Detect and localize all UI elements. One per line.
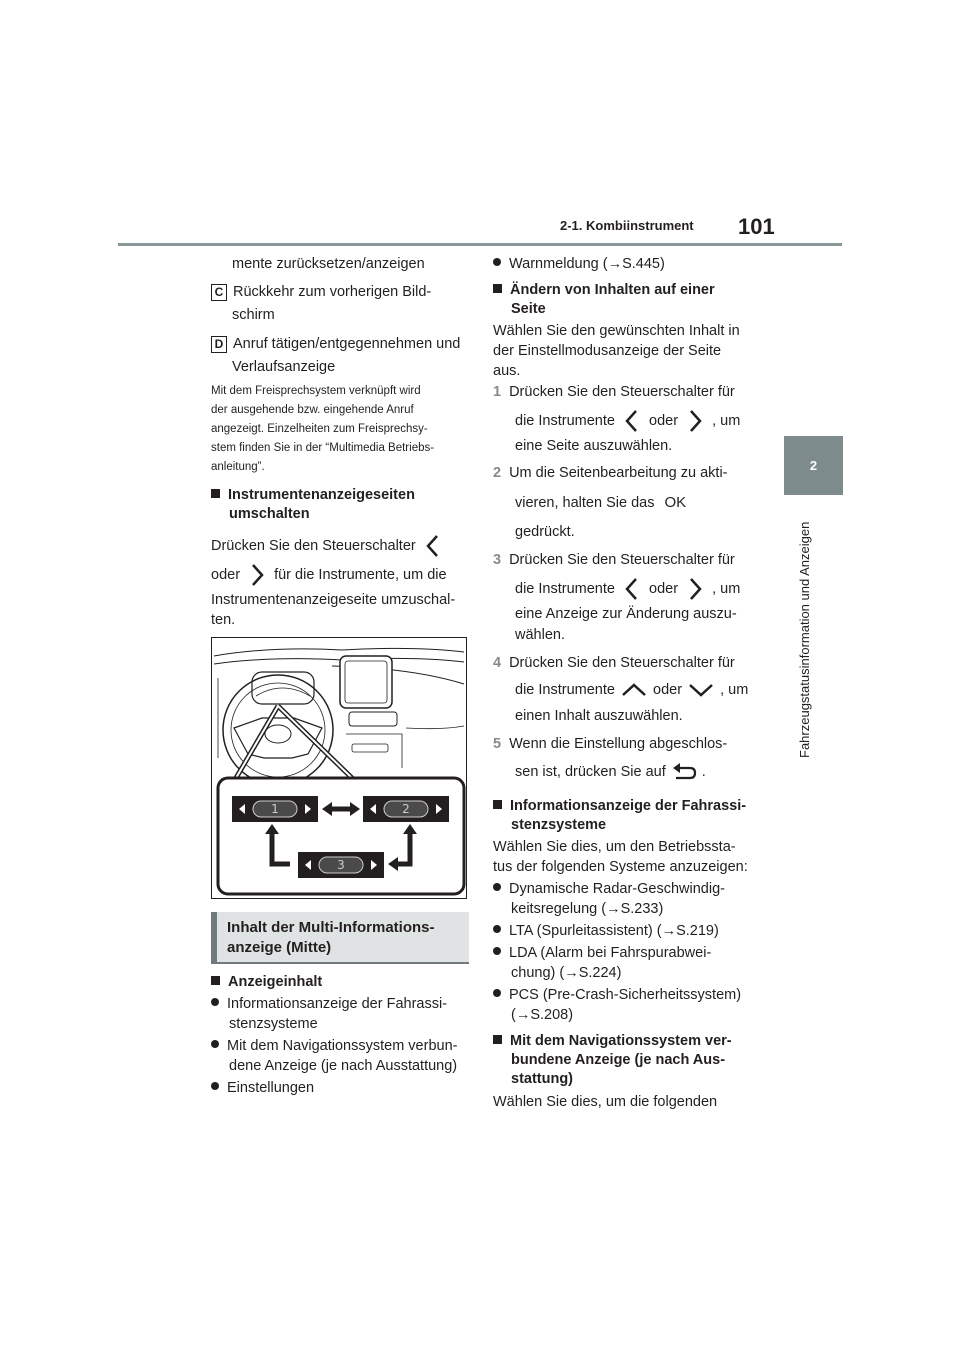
bullet-text-cont: dene Anzeige (je nach Ausstattung) bbox=[229, 1058, 458, 1074]
heading-switch-pages bbox=[211, 485, 415, 505]
bullet-dot-icon bbox=[211, 998, 219, 1006]
step-3-line2 bbox=[515, 576, 740, 602]
step-text: Drücken Sie den Steuerschalter für bbox=[509, 655, 735, 671]
bullet-text-cont: stenzsysteme bbox=[229, 1016, 318, 1032]
bullet-dot-icon bbox=[211, 1082, 219, 1090]
bullet-dot-icon bbox=[493, 947, 501, 955]
heading-line2: bundene Anzeige (je nach Aus- bbox=[511, 1052, 726, 1068]
chevron-down-icon bbox=[686, 680, 716, 700]
step-text: oder bbox=[649, 580, 679, 597]
heading-line2: Seite bbox=[511, 301, 546, 317]
para-line: ten. bbox=[211, 612, 236, 628]
step-text: Drücken Sie den Steuerschalter für bbox=[509, 384, 735, 400]
para-line bbox=[211, 533, 446, 559]
page-number: 101 bbox=[738, 214, 775, 239]
bullet-text: Warnmeldung (→S.445) bbox=[509, 256, 665, 272]
step-text: oder bbox=[649, 412, 679, 429]
section-box-heading bbox=[211, 912, 469, 964]
chevron-right-icon bbox=[682, 576, 708, 602]
bullet-text-cont: chung) (→S.224) bbox=[511, 965, 622, 981]
letter-c-badge: C bbox=[211, 284, 227, 301]
square-bullet-icon bbox=[493, 800, 502, 809]
step-2-line3: gedrückt. bbox=[515, 524, 575, 540]
bullet-item bbox=[493, 985, 741, 1005]
bullet-text: LDA (Alarm bei Fahrspurabwei- bbox=[509, 945, 712, 961]
step-number: 5 bbox=[493, 736, 502, 752]
step-number: 2 bbox=[493, 465, 502, 481]
step-text: , um bbox=[712, 412, 741, 429]
bullet-dot-icon bbox=[211, 1040, 219, 1048]
heading-line1: Informationsanzeige der Fahrassi- bbox=[510, 798, 747, 814]
para-line: der Einstellmodusanzeige der Seite bbox=[493, 343, 722, 359]
bullet-item bbox=[211, 1078, 314, 1098]
item-d-line1: Anruf tätigen/entgegennehmen und bbox=[233, 336, 461, 352]
step-text: , um bbox=[712, 580, 741, 597]
item-d-line2: Verlaufsanzeige bbox=[232, 359, 336, 375]
step-4-line2 bbox=[515, 680, 748, 700]
bullet-item bbox=[493, 254, 665, 274]
box-line2: anzeige (Mitte) bbox=[227, 939, 332, 956]
dashboard-figure bbox=[211, 637, 467, 899]
para-text: für die Instrumente, um die bbox=[274, 566, 447, 583]
step-5 bbox=[493, 734, 727, 754]
note-line: angezeigt. Einzelheiten zum Freisprechsy- bbox=[211, 423, 428, 435]
square-bullet-icon bbox=[211, 489, 220, 498]
step-number: 1 bbox=[493, 384, 502, 400]
chevron-up-icon bbox=[619, 680, 649, 700]
para-line: Wählen Sie dies, um den Betriebssta- bbox=[493, 839, 736, 855]
item-d bbox=[211, 334, 460, 354]
step-text: Um die Seitenbearbeitung zu akti- bbox=[509, 465, 728, 481]
step-text: Drücken Sie den Steuerschalter für bbox=[509, 552, 735, 568]
square-bullet-icon bbox=[493, 1035, 502, 1044]
bullet-dot-icon bbox=[493, 883, 501, 891]
heading-display-content bbox=[211, 972, 322, 992]
step-text: oder bbox=[653, 682, 683, 698]
step-3-line3: eine Anzeige zur Änderung auszu- bbox=[515, 606, 737, 622]
step-5-line2 bbox=[515, 762, 706, 782]
bullet-text-cont: keitsregelung (→S.233) bbox=[511, 901, 664, 917]
chevron-left-icon bbox=[420, 533, 446, 559]
para-line: Instrumentenanzeigeseite umzuschal- bbox=[211, 592, 456, 608]
para-line: Wählen Sie dies, um die folgenden bbox=[493, 1094, 718, 1110]
step-text: die Instrumente bbox=[515, 412, 615, 429]
note-line: stem finden Sie in der “Multimedia Betriebs- bbox=[211, 442, 435, 454]
step-text: Wenn die Einstellung abgeschlos- bbox=[509, 736, 728, 752]
chevron-right-icon bbox=[682, 408, 708, 434]
section-title: 2-1. Kombiinstrument bbox=[560, 218, 694, 233]
step-4 bbox=[493, 653, 735, 673]
bullet-dot-icon bbox=[493, 925, 501, 933]
bullet-text: LTA (Spurleitassistent) (→S.219) bbox=[509, 923, 719, 939]
item-c-line2: schirm bbox=[232, 307, 275, 323]
text-line: mente zurücksetzen/anzeigen bbox=[232, 256, 425, 272]
heading-line1: Ändern von Inhalten auf einer bbox=[510, 282, 715, 298]
chevron-right-icon bbox=[244, 562, 270, 588]
step-text: die Instrumente bbox=[515, 580, 615, 597]
bullet-text: Einstellungen bbox=[227, 1080, 315, 1096]
step-1-line2 bbox=[515, 408, 740, 434]
note-line: Mit dem Freisprechsystem verknüpft wird bbox=[211, 385, 421, 397]
ok-button-icon: OK bbox=[664, 494, 687, 511]
square-bullet-icon bbox=[211, 976, 220, 985]
heading-driver-assist bbox=[493, 796, 746, 816]
page-label-3: 3 bbox=[337, 858, 345, 872]
heading-navigation bbox=[493, 1031, 732, 1051]
step-2 bbox=[493, 463, 728, 483]
dashboard-illustration bbox=[212, 638, 466, 898]
note-line: anleitung”. bbox=[211, 461, 265, 473]
heading-line3: stattung) bbox=[511, 1071, 574, 1087]
bullet-item bbox=[493, 943, 711, 963]
step-text: die Instrumente bbox=[515, 682, 615, 698]
bullet-item bbox=[493, 921, 719, 941]
letter-d-badge: D bbox=[211, 336, 227, 353]
chapter-tab: 2 bbox=[784, 436, 843, 495]
note-line: der ausgehende bzw. eingehende Anruf bbox=[211, 404, 414, 416]
bullet-item bbox=[211, 1036, 457, 1056]
heading-line2: stenzsysteme bbox=[511, 817, 607, 833]
header-rule bbox=[118, 243, 842, 246]
step-1 bbox=[493, 382, 735, 402]
para-line: tus der folgenden Systeme anzuzeigen: bbox=[493, 859, 748, 875]
chevron-left-icon bbox=[619, 408, 645, 434]
para-line: aus. bbox=[493, 363, 521, 379]
bullet-text: Dynamische Radar-Geschwindig- bbox=[509, 881, 725, 897]
bullet-item bbox=[211, 994, 447, 1014]
bullet-dot-icon bbox=[493, 989, 501, 997]
page-label-2: 2 bbox=[402, 802, 410, 816]
step-text: , um bbox=[720, 682, 749, 698]
step-text: . bbox=[701, 764, 706, 780]
para-text: oder bbox=[211, 566, 241, 583]
heading-change-content bbox=[493, 280, 715, 300]
bullet-text-cont: (→S.208) bbox=[511, 1007, 574, 1023]
page-label-1: 1 bbox=[271, 802, 279, 816]
step-1-line3: eine Seite auszuwählen. bbox=[515, 438, 673, 454]
bullet-text: PCS (Pre-Crash-Sicherheitssystem) bbox=[509, 987, 742, 1003]
para-line: Wählen Sie den gewünschten Inhalt in bbox=[493, 323, 740, 339]
heading-text: Anzeigeinhalt bbox=[228, 974, 323, 990]
square-bullet-icon bbox=[493, 284, 502, 293]
bullet-dot-icon bbox=[493, 258, 501, 266]
chevron-left-icon bbox=[619, 576, 645, 602]
step-3 bbox=[493, 550, 735, 570]
bullet-text: Mit dem Navigationssystem verbun- bbox=[227, 1038, 458, 1054]
step-number: 3 bbox=[493, 552, 502, 568]
heading-line1: Mit dem Navigationssystem ver- bbox=[510, 1033, 732, 1049]
chapter-side-title-text: Fahrzeugstatusinformation und Anzeigen bbox=[797, 521, 812, 758]
step-number: 4 bbox=[493, 655, 502, 671]
heading-line2: umschalten bbox=[229, 506, 310, 522]
para-text: Drücken Sie den Steuerschalter bbox=[211, 537, 416, 554]
bullet-text: Informationsanzeige der Fahrassi- bbox=[227, 996, 448, 1012]
para-line bbox=[211, 562, 447, 588]
step-text: vieren, halten Sie das bbox=[515, 495, 655, 511]
bullet-item bbox=[493, 879, 725, 899]
back-arrow-icon bbox=[670, 762, 698, 782]
item-c bbox=[211, 282, 431, 302]
step-text: sen ist, drücken Sie auf bbox=[515, 764, 666, 780]
chapter-side-title bbox=[795, 500, 817, 760]
box-line1: Inhalt der Multi-Informations- bbox=[227, 919, 435, 936]
heading-line1: Instrumentenanzeigeseiten bbox=[228, 487, 415, 503]
step-2-line2 bbox=[515, 493, 692, 513]
item-c-line1: Rückkehr zum vorherigen Bild- bbox=[233, 284, 432, 300]
step-4-line3: einen Inhalt auszuwählen. bbox=[515, 708, 683, 724]
step-3-line4: wählen. bbox=[515, 627, 565, 643]
